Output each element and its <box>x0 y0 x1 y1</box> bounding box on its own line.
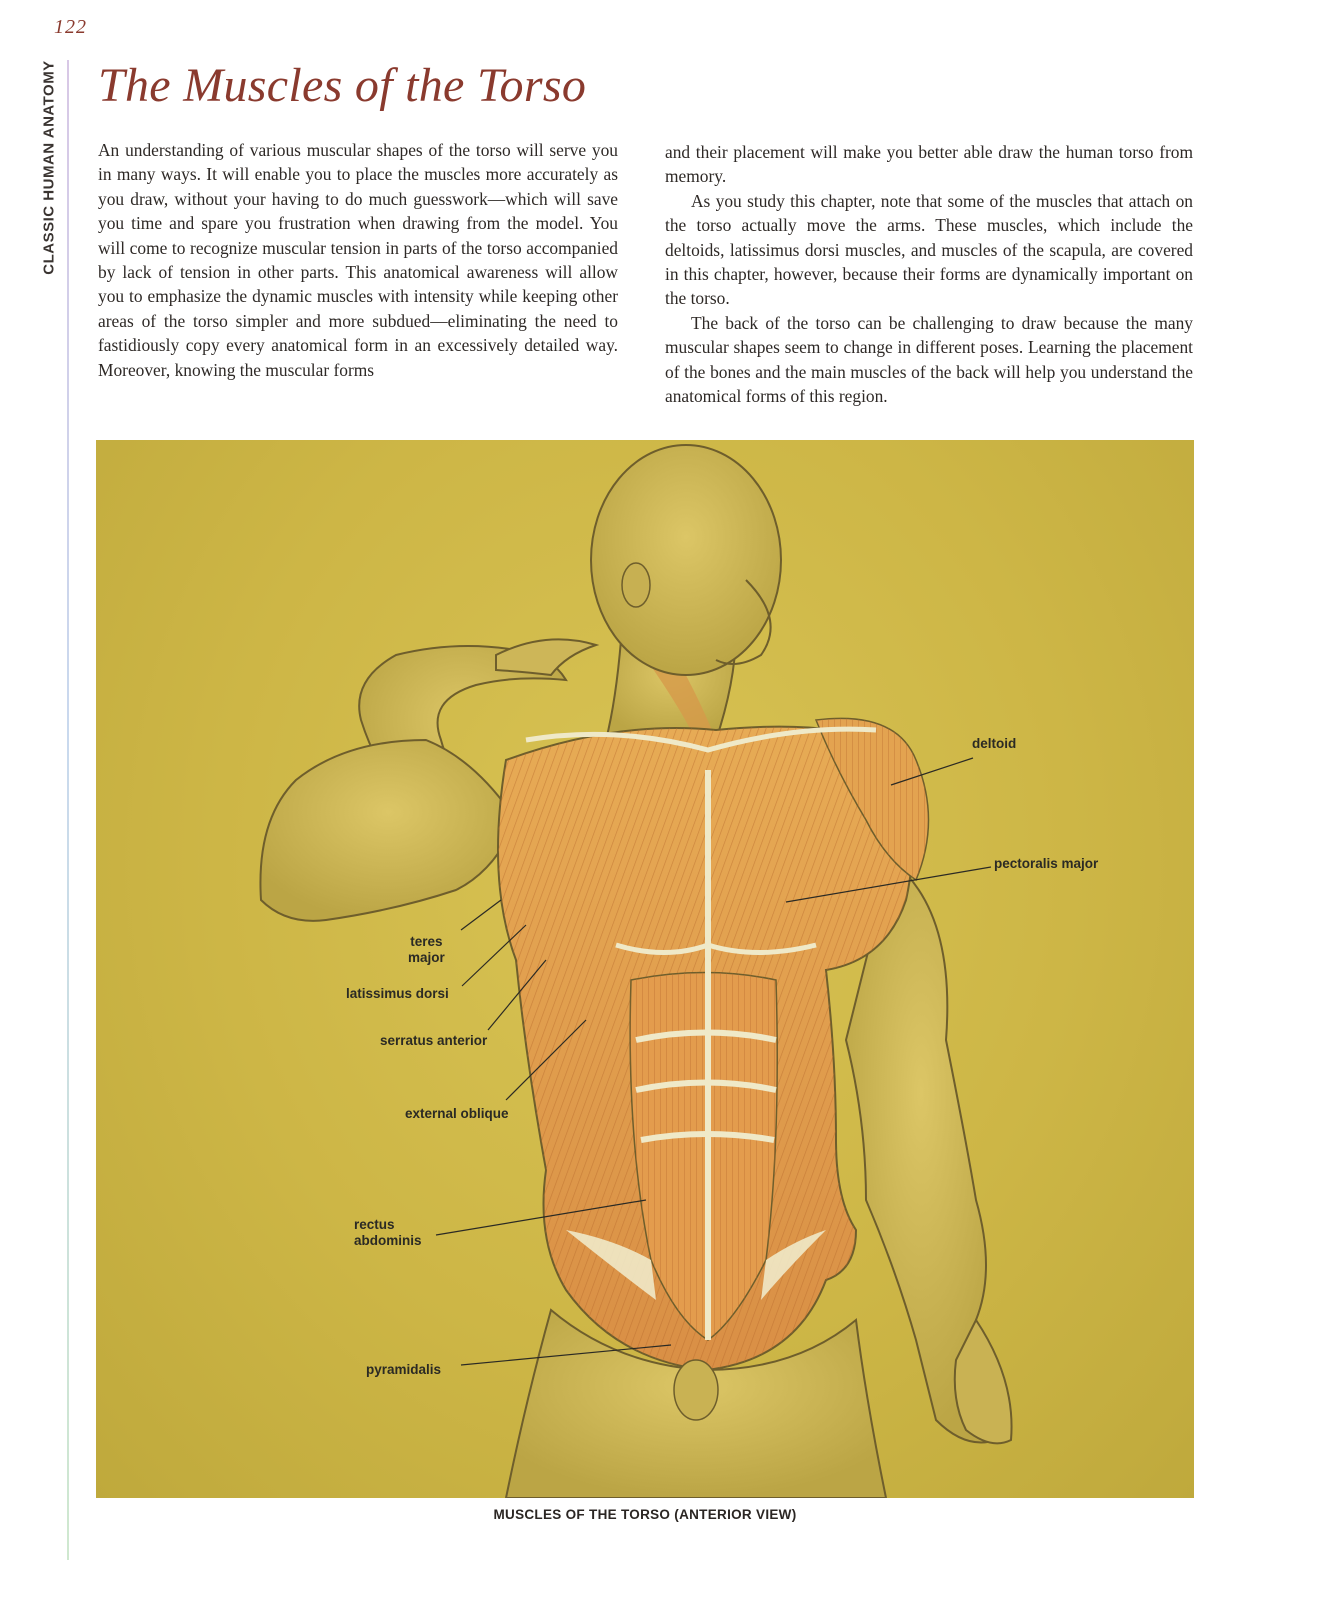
label-rectus-line1: rectus <box>354 1217 395 1232</box>
paragraph-1: An understanding of various muscular shapes of the torso will serve you in many ways. It will enable you to place the muscles more accurately as you draw, without your having to do much guesswork—which will save you time and spare you frustration when drawing from the model. You will come to recognize muscular tension in parts of the torso accompanied by lack of tension in other parts. This anatomical awareness will allow you to emphasize the dynamic muscles with intensity while keeping other areas of the torso simpler and more subdued—eliminating the need to fastidiously copy every anatomical form in an excessively detailed way. Moreover, knowing the muscular forms <box>98 140 618 380</box>
label-teres-line1: teres <box>410 934 443 949</box>
label-teres-line2: major <box>408 950 445 965</box>
upper-arm <box>260 740 516 921</box>
left-hand <box>496 639 596 675</box>
label-teres-major <box>408 934 445 966</box>
figure-caption: MUSCLES OF THE TORSO (ANTERIOR VIEW) <box>493 1507 797 1522</box>
text-column-2 <box>665 140 1193 408</box>
paragraph-3: The back of the torso can be challenging to draw because the many muscular shapes seem to change in different poses. Learning the placement of the bones and the main muscles of the back will help you understand the anatomical forms of this region. <box>665 312 1193 407</box>
text-column-1 <box>98 138 618 382</box>
head <box>591 445 781 675</box>
torso-drawing <box>96 440 1194 1498</box>
side-rule <box>67 60 69 1560</box>
leader-teres <box>461 900 501 930</box>
paragraph-2: As you study this chapter, note that some of the muscles that attach on the torso actually move the arms. These muscles, which include the deltoids, latissimus dorsi muscles, and muscles of the scapula, are covered in this chapter, however, because their forms are dynamically important on the torso. <box>665 190 1193 309</box>
label-external-oblique: external oblique <box>405 1106 509 1121</box>
torso-illustration <box>96 440 1194 1498</box>
page-title: The Muscles of the Torso <box>98 59 587 112</box>
section-label <box>38 60 60 275</box>
label-pyramidalis: pyramidalis <box>366 1362 442 1377</box>
section-label-text: CLASSIC HUMAN ANATOMY <box>40 60 58 275</box>
label-rectus-line2: abdominis <box>354 1233 422 1248</box>
label-rectus-abdominis <box>354 1217 422 1249</box>
label-pectoralis-major: pectoralis major <box>994 856 1099 871</box>
label-deltoid: deltoid <box>972 736 1017 751</box>
paragraph-1-continued: and their placement will make you better able draw the human torso from memory. <box>665 142 1193 187</box>
label-serratus-anterior: serratus anterior <box>380 1033 488 1048</box>
label-latissimus-dorsi: latissimus dorsi <box>346 986 449 1001</box>
page-number: 122 <box>54 16 87 38</box>
